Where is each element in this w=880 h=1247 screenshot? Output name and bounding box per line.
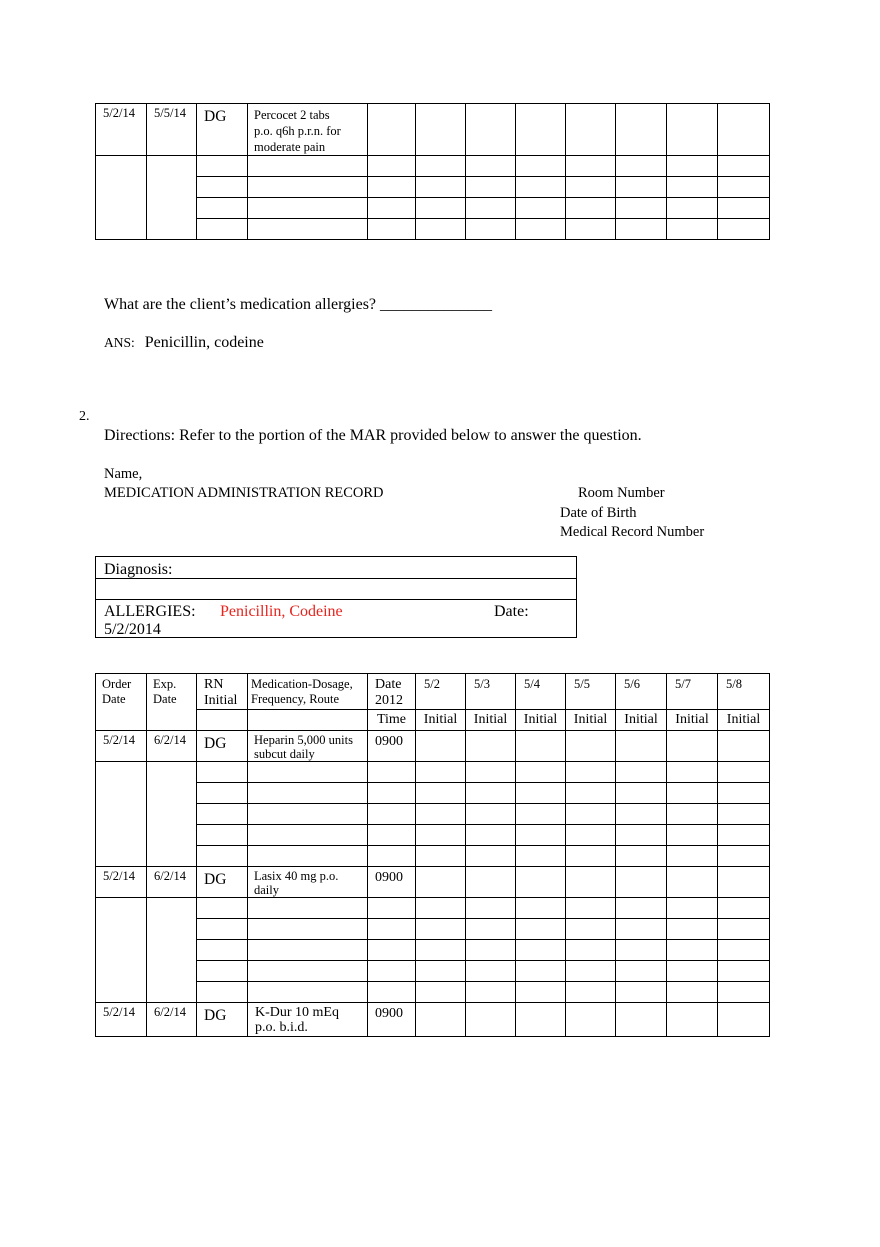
- header-day: 5/7: [667, 674, 718, 710]
- mrn-label: Medical Record Number: [560, 524, 705, 540]
- question-1-text: What are the client’s medication allergies? ______________: [104, 296, 493, 313]
- directions-text: Directions: Refer to the portion of the MAR provided below to answer the question.: [104, 427, 642, 444]
- header-time: Time: [368, 710, 416, 731]
- header-initial: Initial: [466, 710, 516, 731]
- medication-line: moderate pain: [254, 140, 326, 154]
- header-order-date: Order Date: [96, 674, 147, 731]
- medication-cell: K-Dur 10 mEq p.o. b.i.d.: [248, 1003, 368, 1037]
- date-value: 5/2/2014: [104, 621, 161, 638]
- medication-cell: Heparin 5,000 units subcut daily: [248, 731, 368, 762]
- diagnosis-box: [95, 556, 577, 638]
- time-cell: 0900: [368, 731, 416, 762]
- header-day: 5/3: [466, 674, 516, 710]
- exp-date-cell: 6/2/14: [147, 731, 197, 762]
- medication-cell: [248, 104, 368, 156]
- time-cell: 0900: [368, 1003, 416, 1037]
- order-date-cell: 5/2/14: [96, 104, 147, 156]
- patient-name-label: Name,: [104, 466, 143, 482]
- order-date-cell: 5/2/14: [96, 867, 147, 898]
- header-day: 5/4: [516, 674, 566, 710]
- mar-table: [95, 673, 770, 1037]
- header-initial: Initial: [616, 710, 667, 731]
- rn-initial-cell: DG: [197, 731, 248, 762]
- mar-title: MEDICATION ADMINISTRATION RECORD: [104, 485, 384, 501]
- rn-initial-cell: DG: [197, 867, 248, 898]
- rn-initial-cell: DG: [197, 104, 248, 156]
- answer-label: ANS:: [104, 335, 135, 350]
- allergies-value: Penicillin, Codeine: [220, 603, 343, 620]
- header-initial: Initial: [667, 710, 718, 731]
- header-initial: Initial: [566, 710, 616, 731]
- header-exp-date: Exp. Date: [147, 674, 197, 731]
- header-day: 5/2: [416, 674, 466, 710]
- allergies-label: ALLERGIES:: [104, 603, 196, 620]
- order-date-cell: 5/2/14: [96, 731, 147, 762]
- medication-line: Percocet 2 tabs: [254, 108, 330, 122]
- time-cell: 0900: [368, 867, 416, 898]
- diagnosis-label: Diagnosis:: [104, 561, 173, 578]
- header-day: 5/8: [718, 674, 770, 710]
- date-label: Date:: [494, 603, 529, 620]
- medication-cell: Lasix 40 mg p.o. daily: [248, 867, 368, 898]
- question-number: 2.: [79, 409, 90, 424]
- room-number-label: Room Number: [578, 485, 665, 501]
- header-initial: Initial: [718, 710, 770, 731]
- header-day: 5/5: [566, 674, 616, 710]
- header-day: 5/6: [616, 674, 667, 710]
- exp-date-cell: 5/5/14: [147, 104, 197, 156]
- exp-date-cell: 6/2/14: [147, 1003, 197, 1037]
- header-date: Date 2012: [368, 674, 416, 710]
- answer-text: Penicillin, codeine: [144, 334, 264, 351]
- table-row: [96, 1003, 770, 1037]
- header-initial: Initial: [416, 710, 466, 731]
- medication-line: p.o. q6h p.r.n. for: [254, 124, 341, 138]
- header-rn-initial: RN Initial: [197, 674, 248, 710]
- dob-label: Date of Birth: [560, 505, 637, 521]
- header-initial: Initial: [516, 710, 566, 731]
- answer-line: [104, 334, 264, 352]
- rn-initial-cell: DG: [197, 1003, 248, 1037]
- top-mar-table: [95, 103, 770, 240]
- table-row: [96, 867, 770, 898]
- table-row: [96, 731, 770, 762]
- order-date-cell: 5/2/14: [96, 1003, 147, 1037]
- header-medication: Medication-Dosage, Frequency, Route: [248, 674, 368, 710]
- exp-date-cell: 6/2/14: [147, 867, 197, 898]
